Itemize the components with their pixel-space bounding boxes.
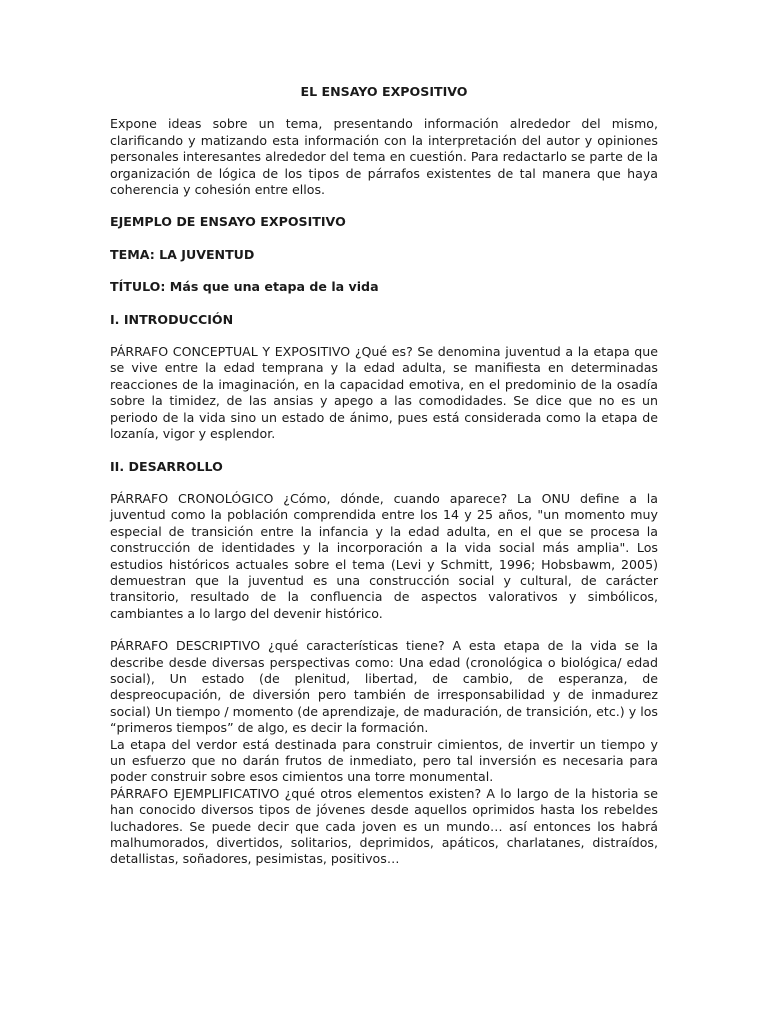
descriptive-paragraph: PÁRRAFO DESCRIPTIVO ¿qué características tiene? A esta etapa de la vida se la describe desde diversas perspectivas como: Una edad (cronológica o biológica/ edad social), Un estado (de plenitud, libertad, de cambio, de esperanza, de despreocupación, de diversión pero también de irresponsabilidad y de inmadurez social) Un tiempo / momento (de aprendizaje, de maduración, de transición, etc.) y los “primeros tiempos” de algo, es decir la formación. — [110, 638, 658, 736]
theme-heading: TEMA: LA JUVENTUD — [110, 246, 255, 262]
document-body — [110, 84, 658, 868]
essay-title-heading: TÍTULO: Más que una etapa de la vida — [110, 279, 379, 295]
intro-paragraph: Expone ideas sobre un tema, presentando información alrededor del mismo, clarificando y matizando esta información con la interpretación del autor y opiniones personales interesantes alrededor del tema en cuestión. Para redactarlo se parte de la organización de lógica de los tipos de párrafos existentes de tal manera que haya coherencia y cohesión entre ellos. — [110, 116, 658, 198]
conceptual-paragraph: PÁRRAFO CONCEPTUAL Y EXPOSITIVO ¿Qué es? Se denomina juventud a la etapa que se vive entre la edad temprana y la edad adulta, se manifiesta en determinadas reacciones de la imaginación, en la capacidad emotiva, en el predominio de la osadía sobre la timidez, de las ansias y apego a las comodidades. Se dice que no es un periodo de la vida sino un estado de ánimo, pues está considerada como la etapa de lozanía, vigor y esplendor. — [110, 344, 658, 442]
document-title: EL ENSAYO EXPOSITIVO — [300, 84, 468, 99]
development-heading: II. DESARROLLO — [110, 458, 223, 474]
introduction-heading: I. INTRODUCCIÓN — [110, 311, 234, 327]
exemplifying-paragraph: PÁRRAFO EJEMPLIFICATIVO ¿qué otros elementos existen? A lo largo de la historia se han conocido diversos tipos de jóvenes desde aquellos oprimidos hasta los rebeldes luchadores. Se puede decir que cada joven es un mundo… así entonces los habrá malhumorados, divertidos, solitarios, deprimidos, apáticos, charlatanes, distraídos, detallistas, soñadores, pesimistas, positivos… — [110, 785, 658, 867]
example-heading: EJEMPLO DE ENSAYO EXPOSITIVO — [110, 214, 346, 230]
chronological-paragraph: PÁRRAFO CRONOLÓGICO ¿Cómo, dónde, cuando aparece? La ONU define a la juventud como la población comprendida entre los 14 y 25 años, "un momento muy especial de transición entre la infancia y la edad adulta, en el que se procesa la construcción de identidades y la incorporación a la vida social más amplia". Los estudios históricos actuales sobre el tema (Levi y Schmitt, 1996; Hobsbawm, 2005) demuestran que la juventud es una construcción social y cultural, de carácter transitorio, resultado de la confluencia de aspectos valorativos y simbólicos, cambiantes a lo largo del devenir histórico. — [110, 490, 658, 621]
greenness-paragraph: La etapa del verdor está destinada para construir cimientos, de invertir un tiempo y un esfuerzo que no darán frutos de inmediato, pero tal inversión es necesaria para poder construir sobre esos cimientos una torre monumental. — [110, 736, 658, 785]
